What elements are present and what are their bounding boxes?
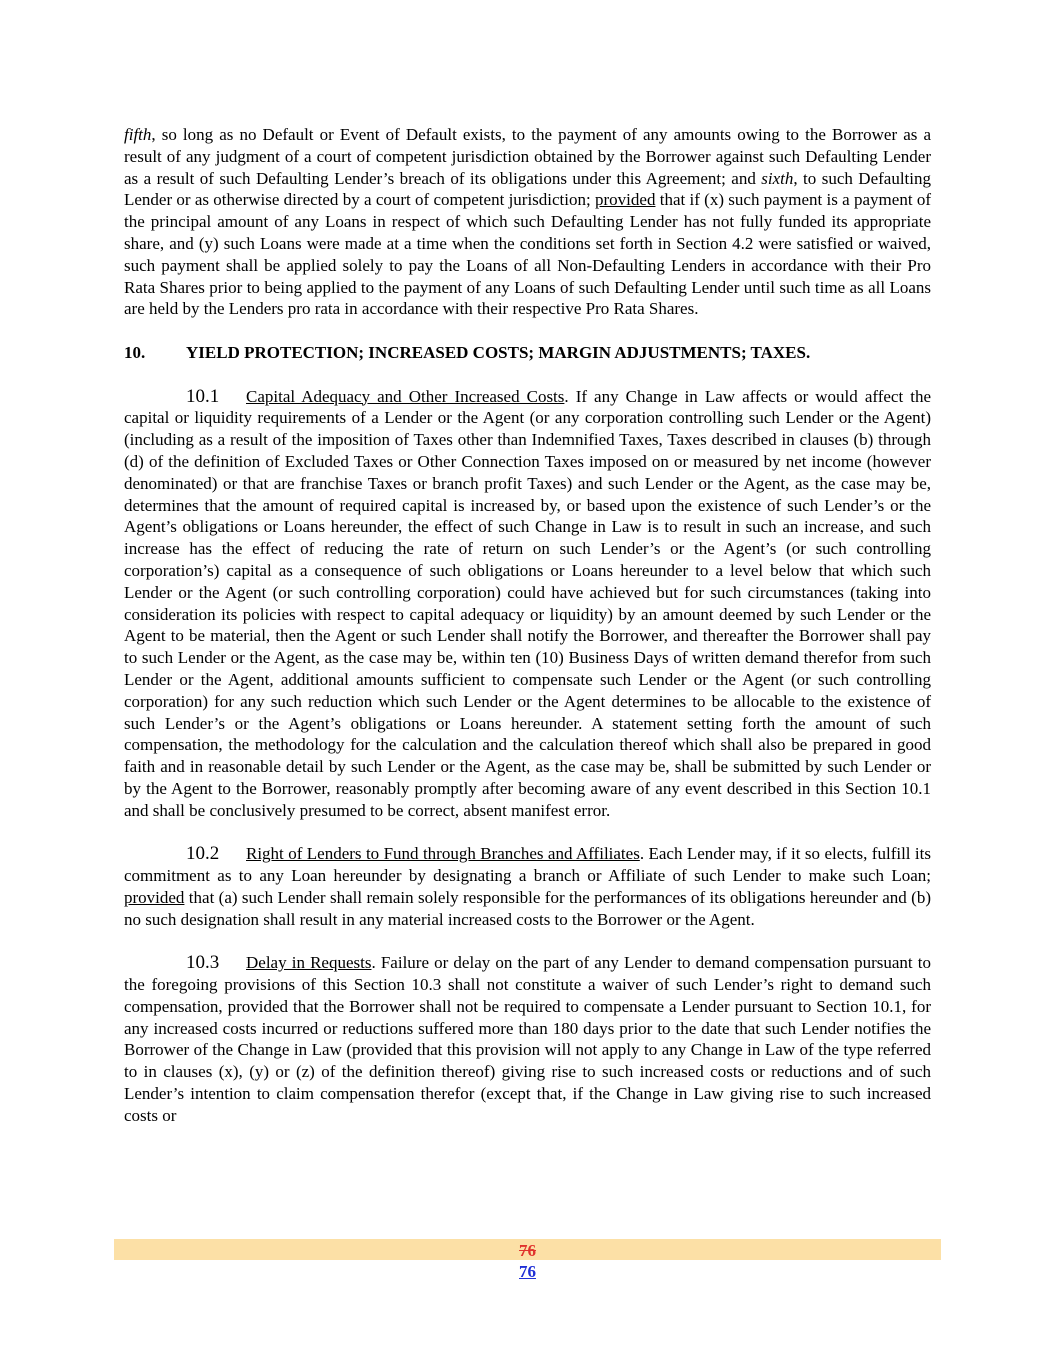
page-number-inserted: 76: [519, 1262, 536, 1281]
paragraph-10-2: [124, 843, 931, 930]
word-sixth: sixth: [761, 168, 794, 188]
section-10-2-body-2: that (a) such Lender shall remain solely responsible for the performances of its obligations hereunder and (b) no such designation shall result in any material increased costs to the Borrower or the Agent.: [124, 887, 931, 929]
section-10-3-body: . Failure or delay on the part of any Lender to demand compensation pursuant to the foregoing provisions of this Section 10.3 shall not constitute a waiver of such Lender’s right to demand such compensation, provided that the Borrower shall not be required to compensate a Lender pursuant to Section 10.1, for any increased costs incurred or reductions suffered more than 180 days prior to the date that such Lender notifies the Borrower of the Change in Law (provided that this provision will not apply to any Change in Law of the type referred to in clauses (x), (y) or (z) of the definition thereof) giving rise to such increased costs or reductions and of such Lender’s intention to claim compensation therefor (except that, if the Change in Law giving rise to such increased costs or: [124, 953, 931, 1125]
section-heading: [124, 342, 931, 364]
document-page: [124, 124, 931, 1127]
continuation-text-3: that if (x) such payment is a payment of the principal amount of any Loans in respect of which such Defaulting Lender has not fully funded its appropriate share, and (y) such Loans were made at a time when the conditions set forth in Section 4.2 were satisfied or waived, such payment shall be applied solely to pay the Loans of all Non-Defaulting Lenders in accordance with their Pro Rata Shares prior to being applied to the payment of any Loans of such Defaulting Lender until such time as all Loans are held by the Lenders pro rata in accordance with their respective Pro Rata Shares.: [124, 190, 931, 319]
paragraph-continuation: [124, 124, 931, 320]
section-number: 10.: [124, 342, 146, 362]
section-title: YIELD PROTECTION; INCREASED COSTS; MARGIN ADJUSTMENTS; TAXES.: [186, 342, 811, 362]
section-10-2-body-1: . Each Lender may, if it so elects, fulfill its commitment as to any Loan hereunder by designating a branch or Affiliate of such Lender to make such Loan;: [124, 844, 931, 886]
section-10-2-title: Right of Lenders to Fund through Branches and Affiliates: [246, 844, 640, 864]
word-provided-10-2: provided: [124, 887, 185, 907]
word-provided: provided: [595, 190, 656, 210]
continuation-text-2: , to such Defaulting Lender or as otherwise directed by a court of competent jurisdiction;: [124, 168, 931, 210]
page-number-deleted: 76: [519, 1241, 536, 1260]
continuation-text-1: , so long as no Default or Event of Default exists, to the payment of any amounts owing to the Borrower as a result of any judgment of a court of competent jurisdiction obtained by the Borrower against such Defaulting Lender as a result of such Defaulting Lender’s breach of its obligations under this Agreement; and: [124, 125, 931, 188]
section-10-1-body: . If any Change in Law affects or would affect the capital or liquidity requirements of a Lender or the Agent (or any corporation controlling such Lender or the Agent) (including as a result of the imposition of Taxes other than Indemnified Taxes, Taxes described in clauses (b) through (d) of the definition of Excluded Taxes or Other Connection Taxes imposed on or measured by net income (however denominated) or that are franchise Taxes or branch profit Taxes) and such Lender or the Agent, as the case may be, determines that the amount of required capital is increased by, or based upon the existence of such Lender’s or the Agent’s obligations or Loans hereunder, the effect of such Change in Law is to result in such an increase, and such increase has the effect of reducing the rate of return on such Lender’s or the Agent’s (or such controlling corporation’s) capital as a consequence of such obligations or Loans hereunder to a level below that which such Lender or the Agent (or such controlling corporation) could have achieved but for such circumstances (taking into consideration its policies with respect to capital adequacy or liquidity) by an amount deemed by such Lender or the Agent to be material, then the Agent or such Lender shall notify the Borrower, and thereafter the Borrower shall pay to such Lender or the Agent, as the case may be, within ten (10) Business Days of written demand therefor from such Lender or the Agent, additional amounts sufficient to compensate such Lender or the Agent (or such controlling corporation) for any such reduction which such Lender or the Agent determines to be allocable to the existence of such Lender’s or the Agent’s obligations or Loans hereunder. A statement setting forth the amount of such compensation, the methodology for the calculation and the calculation thereof which shall also be prepared in good faith and in reasonable detail by such Lender or the Agent, as the case may be, shall be submitted by such Lender or by the Agent to the Borrower, reasonably promptly after becoming aware of any event described in this Section 10.1 and shall be conclusively presumed to be correct, absent manifest error.: [124, 386, 931, 820]
section-10-3-number: 10.3: [186, 952, 220, 974]
section-10-1-number: 10.1: [186, 385, 220, 407]
section-10-2-number: 10.2: [186, 843, 220, 865]
word-fifth: fifth: [124, 125, 152, 144]
paragraph-10-3: [124, 952, 931, 1126]
paragraph-10-1: [124, 386, 931, 822]
section-10-3-title: Delay in Requests: [246, 953, 372, 973]
section-10-1-title: Capital Adequacy and Other Increased Costs: [246, 386, 565, 406]
